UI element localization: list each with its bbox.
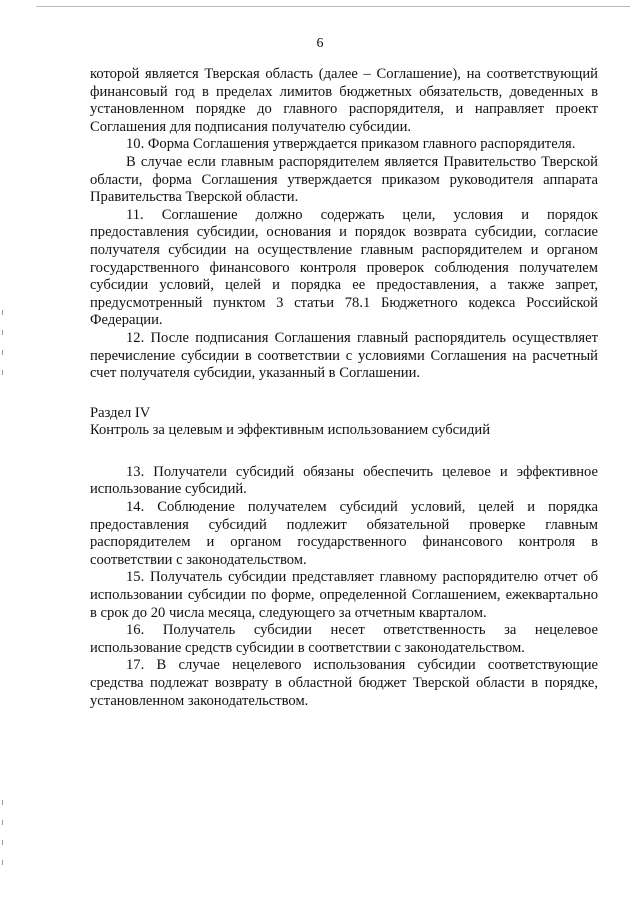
paragraph: 14. Соблюдение получателем субсидий условий, целей и порядка предоставления субсидий подлежит обязательной проверке главным распорядителем и органом государственного финансового контроля в соответствии с законодательством. xyxy=(90,499,598,568)
margin-tick xyxy=(2,310,3,315)
paragraph: 12. После подписания Соглашения главный распорядитель осуществляет перечисление субсидии в соответствии с условиями Соглашения на расчетный счет получателя субсидии, указанный в Соглашении. xyxy=(90,329,598,382)
margin-tick xyxy=(2,370,3,375)
paragraph: которой является Тверская область (далее – Соглашение), на соответствующий финансовый год в пределах лимитов бюджетных обязательств, доведенных в установленном порядке до главного распорядителя, и направляет проект Соглашения для подписания получателю субсидии. xyxy=(90,66,598,135)
document-body xyxy=(90,66,598,710)
paragraph: 13. Получатели субсидий обязаны обеспечить целевое и эффективное использование субсидий. xyxy=(90,463,598,498)
paragraph: 16. Получатель субсидии несет ответственность за нецелевое использование средств субсидии в соответствии с законодательством. xyxy=(90,622,598,656)
margin-tick xyxy=(2,860,3,865)
section-subtitle: Контроль за целевым и эффективным использованием субсидий xyxy=(90,422,491,439)
section-title: Раздел IV xyxy=(90,404,151,421)
margin-tick xyxy=(2,820,3,825)
paragraph: 10. Форма Соглашения утверждается приказом главного распорядителя. xyxy=(126,136,576,153)
margin-tick xyxy=(2,840,3,845)
paragraph: В случае если главным распорядителем является Правительство Тверской области, форма Соглашения утверждается приказом руководителя аппарата Правительства Тверской области. xyxy=(90,153,598,206)
margin-tick xyxy=(2,330,3,335)
binding-margin-marks xyxy=(2,0,3,905)
paragraph: 15. Получатель субсидии представляет главному распорядителю отчет об использовании субсидии по форме, определенной Соглашением, ежеквартально в срок до 20 числа месяца, следующего за отчетным кварталом. xyxy=(90,569,598,621)
top-border-line xyxy=(36,6,630,7)
paragraph: 11. Соглашение должно содержать цели, условия и порядок предоставления субсидии, основания и порядок возврата субсидии, согласие получателя субсидии на осуществление главным распорядителем и органом государственного финансового контроля проверок соблюдения получателем субсидии условий, целей и порядка ее предоставления, а также запрет, предусмотренный пунктом 3 статьи 78.1 Бюджетного кодекса Российской Федерации. xyxy=(90,206,598,329)
margin-tick xyxy=(2,350,3,355)
paragraphs-after-section xyxy=(90,464,598,710)
page-number: 6 xyxy=(316,36,324,51)
margin-tick xyxy=(2,800,3,805)
paragraphs-before-section xyxy=(90,66,598,383)
paragraph: 17. В случае нецелевого использования субсидии соответствующие средства подлежат возврату в областной бюджет Тверской области в порядке, установленном законодательством. xyxy=(90,657,598,709)
